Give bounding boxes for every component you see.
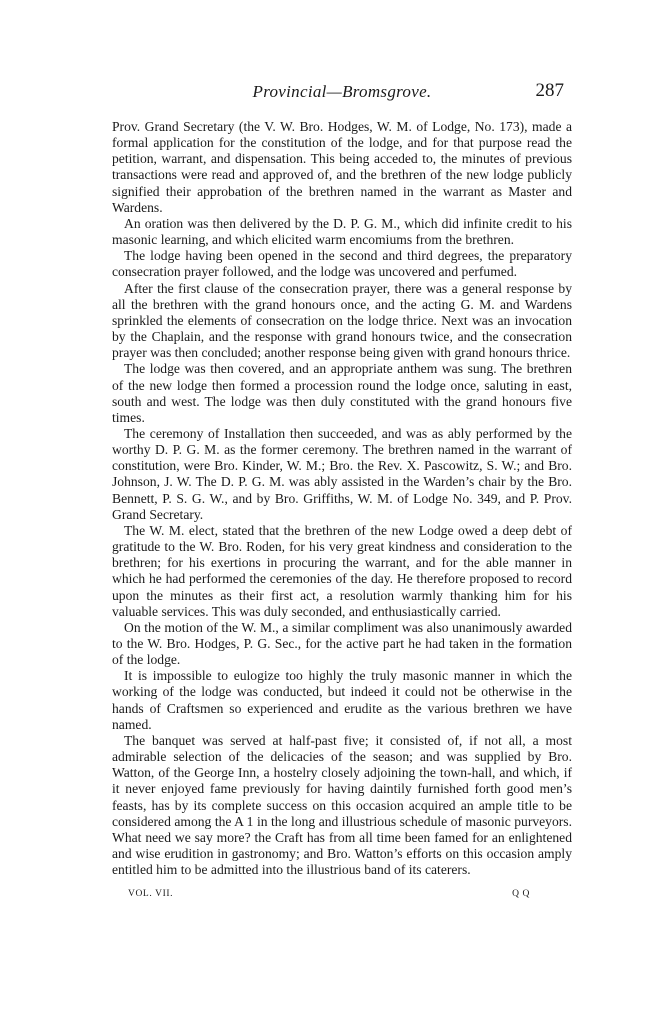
signature-mark: Q Q xyxy=(512,889,530,899)
paragraph: The banquet was served at half-past five; it consisted of, if not all, a most admirable selection of the delicacies of the season; and was supplied by Bro. Watton, of the George Inn, a hostelry closely adjoining the town-hall, and which, if it never enjoyed fame previously for having daintily furnished forth good men’s feasts, has by its complete success on this occasion acquired an ample title to be considered among the A 1 in the long and illustrious schedule of masonic purveyors. What need we say more? the Craft has from all time been famed for an enlightened and wise erudition in gastronomy; and Bro. Watton’s efforts on this occasion amply entitled him to be admitted into the illustrious band of its caterers. xyxy=(112,732,572,878)
paragraph: The ceremony of Installation then succeeded, and was as ably performed by the worthy D. P. G. M. as the former ceremony. The brethren named in the warrant of constitution, were Bro. Kinder, W. M.; Bro. the Rev. X. Pascowitz, S. W.; and Bro. Johnson, J. W. The D. P. G. M. was ably assisted in the Warden’s chair by the Bro. Bennett, P. S. G. W., and by Bro. Griffiths, W. M. of Lodge No. 349, and P. Prov. Grand Secretary. xyxy=(112,425,572,522)
paragraph: After the first clause of the consecration prayer, there was a general response by all the brethren with the grand honours once, and the acting G. M. and Wardens sprinkled the elements of consecration on the lodge thrice. Next was an invocation by the Chaplain, and the response with grand honours twice, and the consecration prayer was then concluded; another response being given with grand honours thrice. xyxy=(112,280,572,361)
body-text xyxy=(112,119,572,878)
paragraph: The lodge having been opened in the second and third degrees, the preparatory consecration prayer followed, and the lodge was uncovered and perfumed. xyxy=(112,248,572,280)
page-header xyxy=(112,82,572,106)
paragraph: The lodge was then covered, and an appropriate anthem was sung. The brethren of the new lodge then formed a procession round the lodge once, saluting in east, south and west. The lodge was then duly constituted with the grand honours five times. xyxy=(112,361,572,425)
page-number: 287 xyxy=(535,80,564,101)
paragraph: It is impossible to eulogize too highly the truly masonic manner in which the working of the lodge was conducted, but indeed it could not be otherwise in the hands of Craftsmen so experienced and erudite as the various brethren we have named. xyxy=(112,668,572,732)
page-footer xyxy=(112,889,572,905)
paragraph: On the motion of the W. M., a similar compliment was also unanimously awarded to the W. Bro. Hodges, P. G. Sec., for the active part he had taken in the formation of the lodge. xyxy=(112,619,572,668)
paragraph: An oration was then delivered by the D. P. G. M., which did infinite credit to his masonic learning, and which elicited warm encomiums from the brethren. xyxy=(112,215,572,248)
running-title: Provincial—Bromsgrove. xyxy=(252,82,432,101)
volume-label: VOL. VII. xyxy=(128,889,174,899)
paragraph: The W. M. elect, stated that the brethren of the new Lodge owed a deep debt of gratitude to the W. Bro. Roden, for his very great kindness and consideration to the brethren; for his exertions in procuring the warrant, and for the able manner in which he had performed the ceremonies of the day. He therefore proposed to record upon the minutes as their first act, a resolution warmly thanking him for his valuable services. This was duly seconded, and enthusiastically carried. xyxy=(112,522,572,619)
paragraph: Prov. Grand Secretary (the V. W. Bro. Hodges, W. M. of Lodge, No. 173), made a formal application for the constitution of the lodge, and for that purpose read the petition, warrant, and dispensation. This being acceded to, the minutes of previous transactions were read and approved of, and the brethren of the new lodge publicly signified their approbation of the brethren named in the warrant as Master and Wardens. xyxy=(112,119,572,215)
